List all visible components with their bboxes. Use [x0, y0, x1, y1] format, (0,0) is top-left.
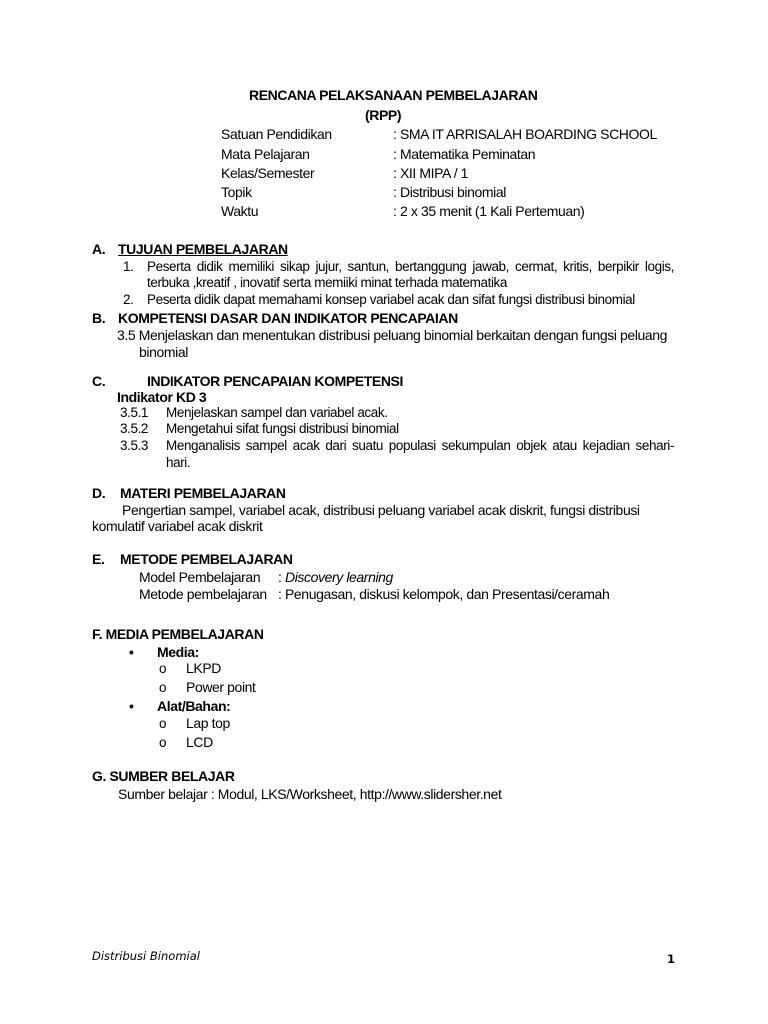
list-item-text: Peserta didik dapat memahami konsep variabel acak dan sifat fungsi distribusi binomial	[147, 292, 635, 307]
identity-value: : XII MIPA / 1	[393, 165, 469, 181]
sumber-text: Sumber belajar : Modul, LKS/Worksheet, http://www.slidersher.net	[118, 786, 502, 802]
method-label: Model Pembelajaran	[139, 569, 261, 585]
section-c-letter: C.	[92, 373, 106, 389]
media-label: Media:	[157, 644, 199, 660]
indicator-text-continued: hari.	[166, 455, 191, 470]
list-item-text: Peserta didik memiliki sikap jujur, santun, bertanggung jawab, cermat, kritis, berpikir logis,	[147, 259, 674, 274]
section-e-heading: METODE PEMBELAJARAN	[120, 551, 293, 567]
kd-text-continued: binomial	[139, 344, 188, 360]
section-d-heading: MATERI PEMBELAJARAN	[120, 485, 286, 501]
indicator-text: Menjelaskan sampel dan variabel acak.	[166, 405, 388, 420]
identity-value: : 2 x 35 menit (1 Kali Pertemuan)	[393, 203, 585, 219]
indicator-text: Menganalisis sampel acak dari suatu populasi sekumpulan objek atau kejadian sehari-	[166, 438, 674, 453]
footer-title: Distribusi Binomial	[92, 949, 200, 963]
identity-value: : SMA IT ARRISALAH BOARDING SCHOOL	[393, 126, 657, 142]
page-number: 1	[667, 952, 676, 966]
section-a-heading: TUJUAN PEMBELAJARAN	[118, 241, 288, 257]
alat-label: Alat/Bahan:	[157, 698, 231, 714]
kd-text: 3.5 Menjelaskan dan menentukan distribusi peluang binomial berkaitan dengan fungsi peluang	[117, 327, 668, 343]
section-c-heading: INDIKATOR PENCAPAIAN KOMPETENSI	[147, 373, 403, 389]
indicator-number: 3.5.3	[120, 438, 149, 453]
section-g-heading: G. SUMBER BELAJAR	[92, 768, 235, 784]
method-label: Metode pembelajaran	[139, 586, 267, 602]
alat-item: LCD	[186, 734, 213, 750]
identity-value: : Matematika Peminatan	[393, 146, 536, 162]
identity-value: : Distribusi binomial	[393, 184, 506, 200]
identity-label: Topik	[221, 184, 252, 200]
indicator-subheading: Indikator KD 3	[117, 389, 207, 405]
list-number: 1.	[123, 259, 134, 274]
section-f-heading: F. MEDIA PEMBELAJARAN	[92, 626, 264, 642]
page-subtitle: (RPP)	[365, 107, 402, 123]
sub-bullet-icon: o	[159, 716, 167, 731]
method-value: : Penugasan, diskusi kelompok, dan Presentasi/ceramah	[278, 586, 610, 602]
identity-label: Waktu	[221, 203, 259, 219]
sub-bullet-icon: o	[159, 680, 167, 695]
alat-item: Lap top	[186, 715, 230, 731]
method-value-italic: Discovery learning	[284, 569, 393, 585]
sub-bullet-icon: o	[159, 661, 167, 676]
section-a-letter: A.	[92, 241, 106, 257]
identity-label: Kelas/Semester	[221, 165, 315, 181]
list-number: 2.	[123, 292, 134, 307]
media-item: Power point	[186, 679, 256, 695]
indicator-number: 3.5.2	[120, 421, 149, 436]
page-title: RENCANA PELAKSANAAN PEMBELAJARAN	[249, 87, 538, 103]
section-e-letter: E.	[92, 551, 105, 567]
section-b-heading: KOMPETENSI DASAR DAN INDIKATOR PENCAPAIAN	[118, 310, 458, 326]
list-item-text: terbuka ,kreatif , inovatif serta memiiki minat terhada matematika	[147, 275, 508, 290]
method-value: : Discovery learning	[278, 569, 393, 585]
identity-label: Satuan Pendidikan	[221, 126, 332, 142]
bullet-icon: •	[129, 644, 134, 660]
materi-text-continued: komulatif variabel acak diskrit	[92, 518, 263, 534]
section-d-letter: D.	[92, 485, 106, 501]
indicator-number: 3.5.1	[120, 405, 149, 420]
bullet-icon: •	[129, 698, 134, 714]
sub-bullet-icon: o	[159, 735, 167, 750]
materi-text: Pengertian sampel, variabel acak, distribusi peluang variabel acak diskrit, fungsi distribusi	[122, 502, 640, 518]
indicator-text: Mengetahui sifat fungsi distribusi binomial	[166, 421, 399, 436]
identity-label: Mata Pelajaran	[221, 146, 310, 162]
media-item: LKPD	[186, 660, 221, 676]
section-b-letter: B.	[92, 310, 106, 326]
